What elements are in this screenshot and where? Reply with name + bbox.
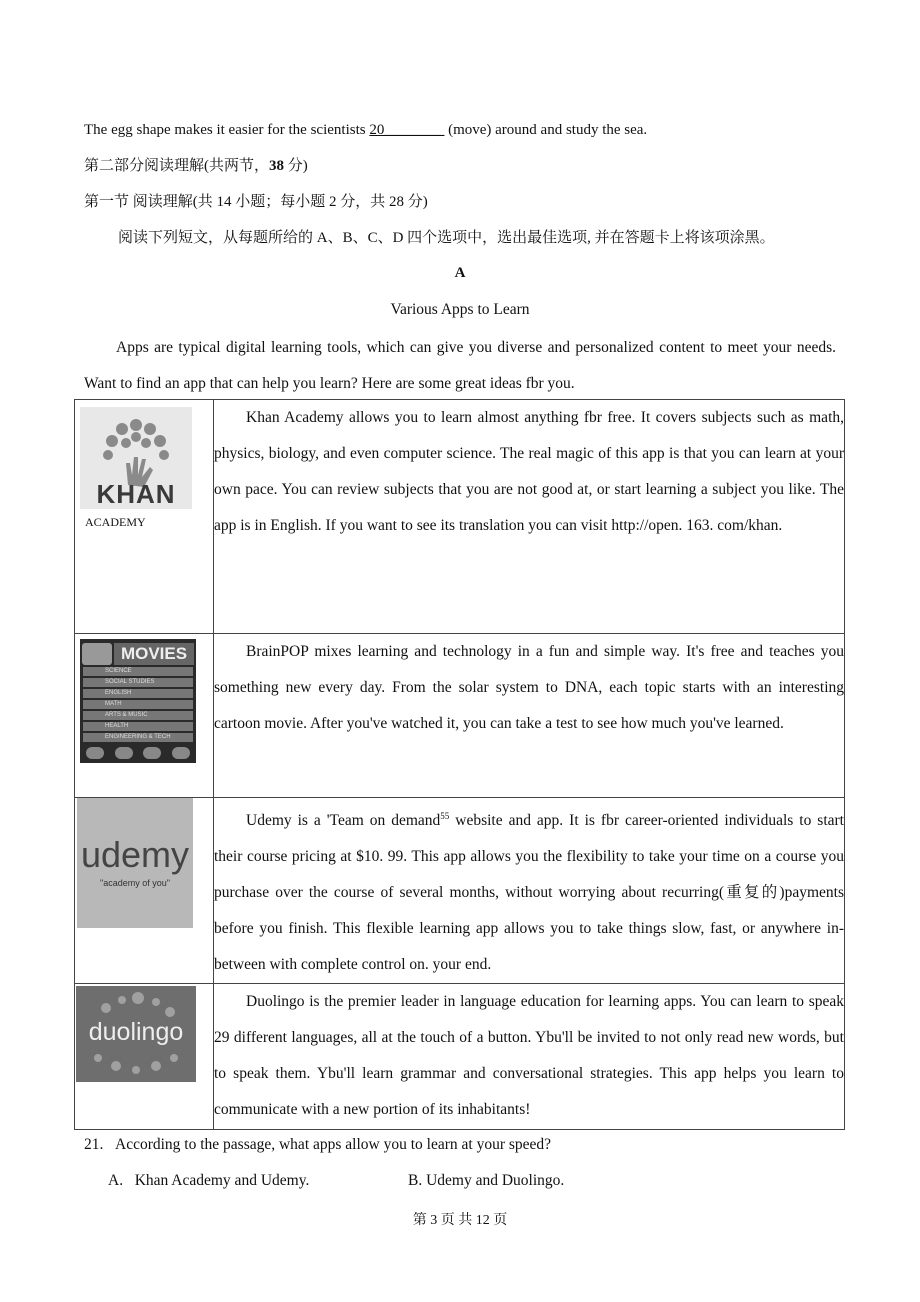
menu-item: SOCIAL STUDIES [83, 678, 193, 687]
passage-letter: A [454, 265, 466, 281]
udemy-tagline: "academy of you" [100, 878, 170, 888]
answer-blank-20: 20________ [369, 122, 445, 138]
table-row [75, 400, 845, 634]
brainpop-movies-label: MOVIES [114, 643, 194, 665]
duolingo-description-cell [214, 984, 845, 1130]
question-number: 21. [84, 1136, 104, 1153]
question-21 [84, 1134, 551, 1156]
khan-description-cell [214, 400, 845, 634]
toolbar-icon [143, 747, 161, 759]
table-row [75, 634, 845, 798]
apps-table [74, 399, 845, 1130]
brainpop-toolbar [86, 747, 190, 759]
option-text: Khan Academy and Udemy. [134, 1172, 310, 1189]
khan-logo-text: KHAN [96, 479, 176, 509]
option-b [408, 1170, 564, 1192]
duolingo-logo-cell [75, 984, 214, 1130]
brainpop-logo-cell [75, 634, 214, 798]
udemy-superscript: 55 [440, 811, 450, 821]
menu-item: ENGINEERING & TECH [83, 733, 193, 742]
menu-item: ARTS & MUSIC [83, 711, 193, 720]
toolbar-icon [172, 747, 190, 759]
brainpop-description-cell [214, 634, 845, 798]
duolingo-logo [76, 986, 196, 1082]
menu-item: SCIENCE [83, 667, 193, 676]
udemy-logo-text: udemy [80, 834, 190, 875]
table-row [75, 984, 845, 1130]
khan-logo-cell [75, 400, 214, 634]
instructions: 阅读下列短文，从每题所给的 A、B、C、D 四个选项中，选出最佳选项, 并在答题卡上将该项涂黑。 [118, 230, 775, 246]
passage-intro [84, 330, 836, 402]
option-a [108, 1170, 309, 1192]
part2-heading-text: 第二部分阅读理解(共两节， [84, 158, 269, 174]
question-text: According to the passage, what apps allow you to learn at your speed? [115, 1136, 552, 1153]
udemy-description-cell [214, 798, 845, 984]
sentence-before: The egg shape makes it easier for the scientists [84, 122, 370, 138]
udemy-description-b: website and app. It is fbr career-oriented individuals to start their course pricing at $10. 99. This app allows you the flexibility to take your time on a course you purchase over the course of several months, without worrying about recurring(重复的)payments before you finish. This flexible learning app allows you to take things slow, fast, or anywhere in-between with complete control on. your end. [214, 812, 844, 974]
khan-caption: ACADEMY [85, 515, 146, 529]
toolbar-icon [86, 747, 104, 759]
toolbar-icon [115, 747, 133, 759]
menu-item: MATH [83, 700, 193, 709]
section1-heading: 第一节 阅读理解(共 14 小题；每小题 2 分，共 28 分) [84, 194, 428, 210]
part2-unit: 分) [284, 158, 308, 174]
fill-in-sentence [84, 120, 647, 140]
udemy-logo [77, 798, 193, 928]
khan-academy-logo [80, 407, 192, 509]
brainpop-description: BrainPOP mixes learning and technology in a fun and simple way. It's free and teaches you something new every day. From the solar system to DNA, each topic starts with an interesting cartoon movie. After you've watched it, you can take a test to see how much you've learned. [214, 643, 844, 732]
udemy-description [214, 798, 844, 983]
duolingo-logo-text: duolingo [88, 1018, 184, 1047]
sentence-after: (move) around and study the sea. [444, 122, 648, 138]
menu-item: HEALTH [83, 722, 193, 731]
page-footer: 第 3 页 共 12 页 [412, 1213, 508, 1228]
brainpop-logo [80, 639, 196, 763]
menu-item: ENGLISH [83, 689, 193, 698]
option-letter: A. [108, 1172, 124, 1189]
part2-score: 38 [269, 158, 284, 174]
option-letter: B. [408, 1172, 423, 1189]
khan-description: Khan Academy allows you to learn almost anything fbr free. It covers subjects such as math, physics, biology, and even computer science. The real magic of this app is that you can learn at your own pace. You can review subjects that you are not good at, or start learning a subject you like. The app is in English. If you want to see its translation you can visit http://open. 163. com/khan. [214, 409, 844, 534]
option-text: Udemy and Duolingo. [426, 1172, 565, 1189]
duolingo-description: Duolingo is the premier leader in language education for learning apps. You can learn to speak 29 different languages, all at the touch of a button. Ybu'll be invited to not only read new words, but to speak them. Ybu'll learn grammar and conversational strategies. This app helps you learn to communicate with a new portion of its inhabitants! [214, 993, 844, 1119]
udemy-logo-cell [75, 798, 214, 984]
udemy-description-a: Udemy is a 'Team on demand [246, 812, 441, 830]
table-row [75, 798, 845, 984]
part2-heading [84, 156, 308, 176]
intro-text: Apps are typical digital learning tools, which can give you diverse and personalized content to meet your needs. Want to find an app that can help you learn? Here are some great ideas fbr you. [84, 339, 836, 392]
brainpop-badge-icon [82, 643, 112, 665]
passage-title: Various Apps to Learn [390, 301, 530, 318]
brainpop-menu [83, 667, 193, 744]
